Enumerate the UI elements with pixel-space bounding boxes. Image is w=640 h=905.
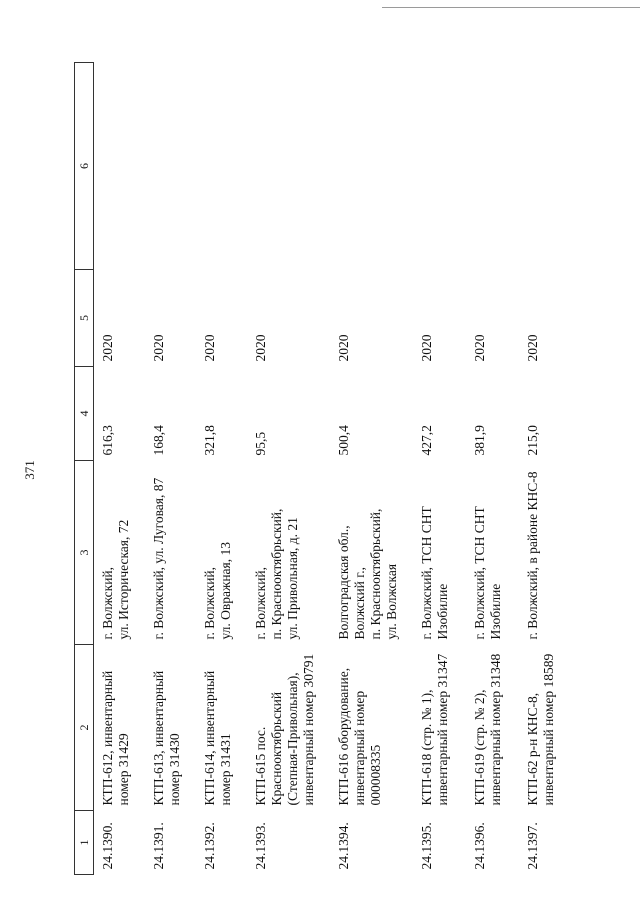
object-value: 427,2 (418, 425, 434, 456)
row-number: 24.1390. (100, 822, 115, 870)
object-address: г. Волжский, ул. Овражная, 13 (201, 541, 233, 640)
object-note (466, 63, 519, 270)
object-address: г. Волжский, ул. Луговая, 87 (150, 477, 166, 640)
object-address: г. Волжский, ТСН СНТ Изобилие (418, 506, 450, 640)
table-row (413, 63, 466, 875)
table-row (466, 63, 519, 875)
object-year: 2020 (471, 334, 487, 362)
object-note (145, 63, 196, 270)
object-address: г. Волжский, ТСН СНТ Изобилие (471, 506, 503, 640)
object-note (247, 63, 330, 270)
table-row (247, 63, 330, 875)
object-year: 2020 (335, 334, 351, 362)
object-value: 215,0 (524, 425, 540, 456)
object-name: КТП-618 (стр. № 1), инвентарный номер 31347 (418, 653, 450, 806)
row-number: 24.1396. (471, 822, 487, 870)
row-number: 24.1395. (418, 822, 434, 870)
object-year: 2020 (100, 334, 115, 362)
object-note (330, 63, 413, 270)
object-name: КТП-612, инвентарный номер 31429 (100, 670, 131, 806)
object-name: КТП-62 р-н КНС-8, инвентарный номер 18589 (524, 653, 556, 806)
rotated-table-wrapper (74, 63, 610, 875)
header-cell: 4 (75, 367, 94, 461)
object-value: 95,5 (252, 431, 268, 456)
object-value: 500,4 (335, 425, 351, 456)
object-address: г. Волжский, п. Краснооктябрьский, ул. Привольная, д. 21 (252, 508, 300, 640)
object-year: 2020 (418, 334, 434, 362)
object-address: г. Волжский, ул. Историческая, 72 (100, 519, 131, 640)
object-year: 2020 (252, 334, 268, 362)
table-row (196, 63, 247, 875)
object-year: 2020 (201, 334, 217, 362)
top-rule (382, 7, 640, 8)
table-row (519, 63, 572, 875)
header-cell: 3 (75, 461, 94, 645)
object-name: КТП-614, инвентарный номер 31431 (201, 670, 233, 806)
object-name: КТП-615 пос. Краснооктябрьский (Степная-Привольная), инвентарный номер 30791 (252, 653, 316, 806)
header-cell: 2 (75, 645, 94, 811)
object-note (519, 63, 572, 270)
row-number: 24.1392. (201, 822, 217, 870)
object-value: 381,9 (471, 425, 487, 456)
page-number: 371 (21, 460, 37, 480)
object-year: 2020 (150, 334, 166, 362)
row-number: 24.1397. (524, 822, 540, 870)
row-number: 24.1391. (150, 822, 166, 870)
row-number: 24.1393. (252, 822, 268, 870)
object-name: КТП-613, инвентарный номер 31430 (150, 670, 182, 806)
object-value: 168,4 (150, 425, 166, 456)
table-row (330, 63, 413, 875)
object-note (413, 63, 466, 270)
table-row (145, 63, 196, 875)
object-value: 616,3 (100, 425, 115, 456)
object-note (196, 63, 247, 270)
table-row (94, 63, 145, 875)
header-cell: 1 (75, 811, 94, 875)
object-name: КТП-616 оборудование, инвентарный номер 000008335 (335, 667, 383, 806)
object-address: Волгоградская обл., Волжский г., п. Краснооктябрьский, ул. Волжская (335, 508, 399, 640)
header-cell: 5 (75, 270, 94, 367)
header-cell: 6 (75, 63, 94, 270)
register-table (74, 62, 572, 875)
object-name: КТП-619 (стр. № 2), инвентарный номер 31348 (471, 653, 503, 806)
header-row (75, 63, 94, 875)
object-note (94, 63, 145, 270)
object-address: г. Волжский, в районе КНС-8 (524, 471, 540, 640)
row-number: 24.1394. (335, 822, 351, 870)
object-value: 321,8 (201, 425, 217, 456)
object-year: 2020 (524, 334, 540, 362)
